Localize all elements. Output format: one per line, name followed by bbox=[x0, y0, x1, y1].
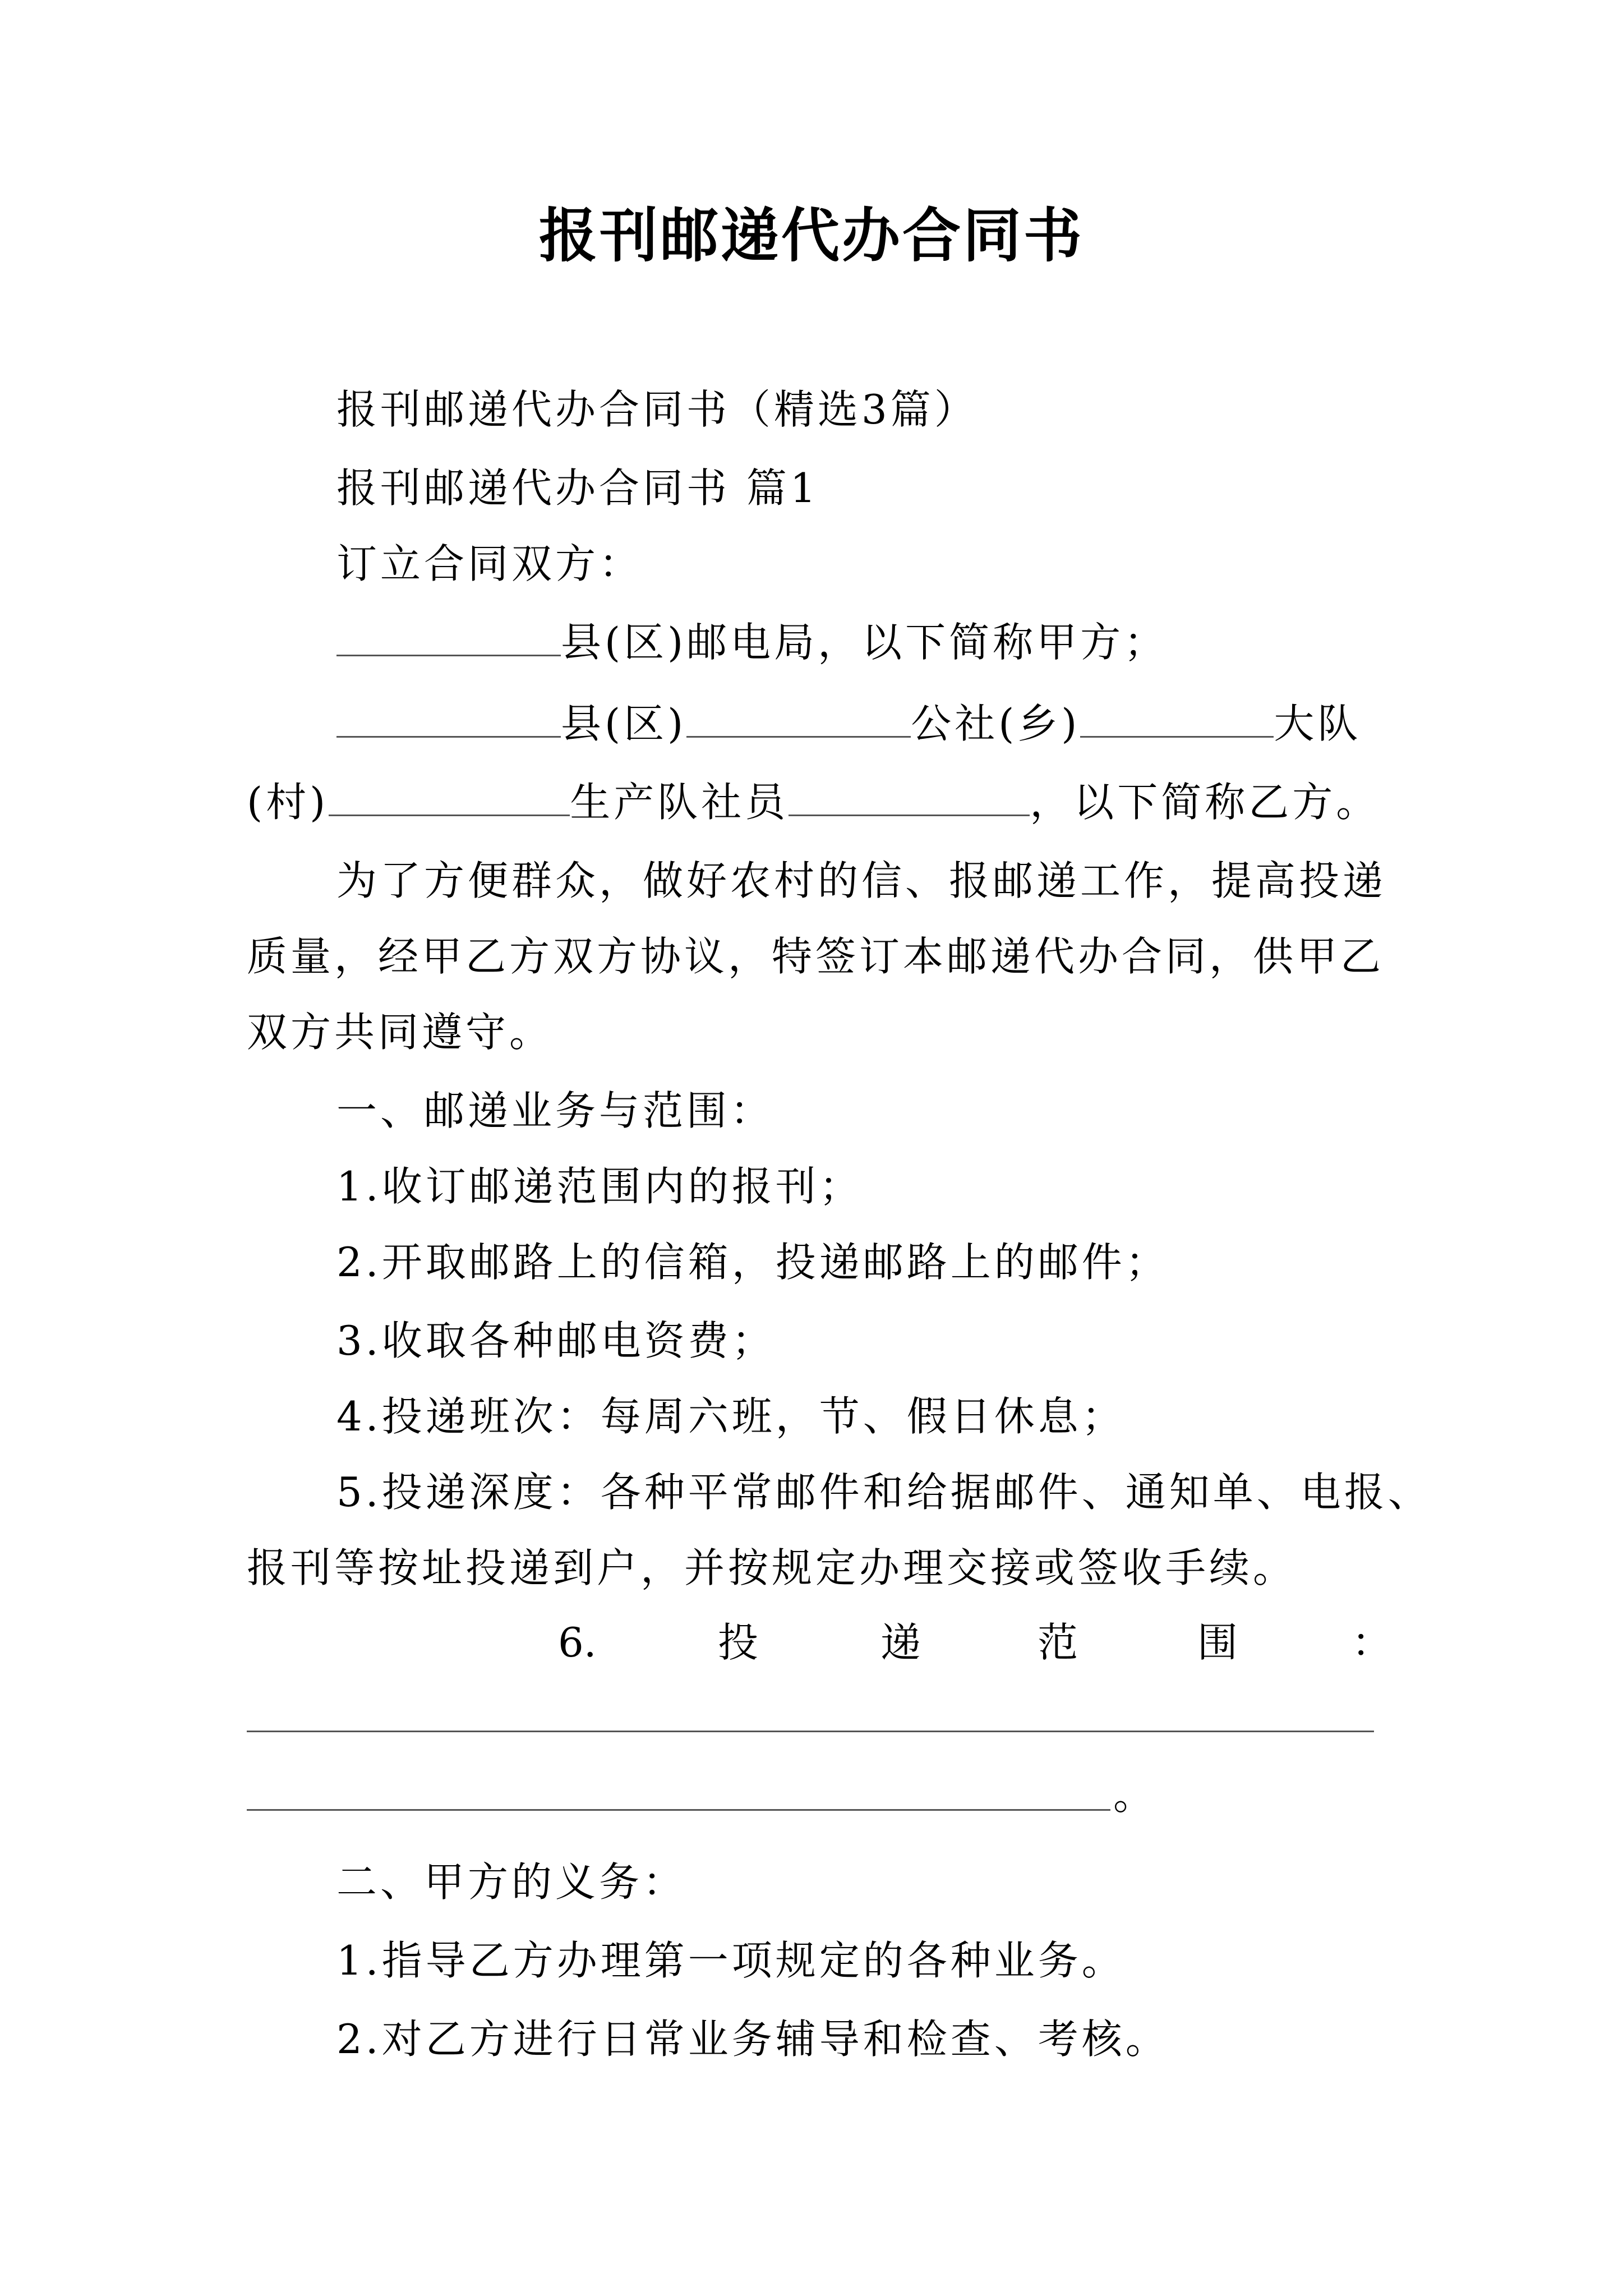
fill-blank bbox=[789, 779, 1030, 816]
purpose-line-2: 质量，经甲乙方双方协议，特签订本邮递代办合同，供甲乙 bbox=[247, 933, 1385, 980]
purpose-line-1: 为了方便群众，做好农村的信、报邮递工作，提高投递 bbox=[336, 857, 1387, 904]
party-b-team: 生产队社员 bbox=[570, 779, 789, 826]
party-b-line-2 bbox=[247, 774, 1380, 830]
part1-item-1: 1.收订邮递范围内的报刊； bbox=[336, 1163, 863, 1210]
party-b-county: 县(区) bbox=[561, 700, 687, 747]
part2-item-2: 2.对乙方进行日常业务辅导和检查、考核。 bbox=[336, 2016, 1169, 2063]
part1-item-3: 3.收取各种邮电资费； bbox=[336, 1317, 776, 1364]
party-b-commune: 公社(乡) bbox=[911, 700, 1081, 747]
document-subtitle: 报刊邮递代办合同书（精选3篇） bbox=[336, 386, 978, 433]
party-b-brigade: 大队 bbox=[1274, 700, 1362, 747]
document-title: 报刊邮递代办合同书 bbox=[538, 201, 1084, 270]
item-6-number: 6. bbox=[558, 1619, 597, 1666]
party-b-village: (村) bbox=[247, 779, 329, 826]
section-heading: 报刊邮递代办合同书 篇1 bbox=[336, 464, 819, 512]
part2-heading: 二、甲方的义务： bbox=[336, 1858, 687, 1906]
part1-item-5: 5.投递深度：各种平常邮件和给据邮件、通知单、电报、 bbox=[336, 1469, 1432, 1516]
part1-item-5-continued: 报刊等按址投递到户，并按规定办理交接或签收手续。 bbox=[247, 1544, 1297, 1591]
fill-blank-line bbox=[247, 1731, 1374, 1732]
fill-blank-line bbox=[247, 1809, 1110, 1811]
fill-blank bbox=[336, 700, 561, 738]
parties-label: 订立合同双方： bbox=[336, 540, 643, 587]
item-6-colon: ： bbox=[1352, 1619, 1393, 1666]
item-6-char-1: 投 bbox=[718, 1619, 759, 1666]
fill-blank bbox=[1080, 700, 1274, 738]
party-a-text: 县(区)邮电局，以下简称甲方； bbox=[561, 619, 1168, 666]
item-6-char-2: 递 bbox=[880, 1619, 921, 1666]
item-6-char-4: 围 bbox=[1197, 1619, 1238, 1666]
fill-blank bbox=[686, 700, 911, 738]
part2-item-1: 1.指导乙方办理第一项规定的各种业务。 bbox=[336, 1937, 1126, 1984]
fill-blank bbox=[336, 619, 561, 656]
part1-item-4: 4.投递班次：每周六班，节、假日休息； bbox=[336, 1393, 1126, 1440]
fill-blank bbox=[329, 779, 570, 816]
party-b-line-1 bbox=[336, 696, 1361, 752]
party-a-line bbox=[336, 614, 1168, 670]
party-b-suffix: ，以下简称乙方。 bbox=[1030, 779, 1380, 826]
item-6-end-mark: 。 bbox=[1113, 1772, 1158, 1819]
purpose-line-3: 双方共同遵守。 bbox=[247, 1009, 554, 1056]
part1-item-2: 2.开取邮路上的信箱，投递邮路上的邮件； bbox=[336, 1239, 1169, 1286]
item-6-char-3: 范 bbox=[1038, 1619, 1078, 1666]
part1-heading: 一、邮递业务与范围： bbox=[336, 1087, 774, 1134]
